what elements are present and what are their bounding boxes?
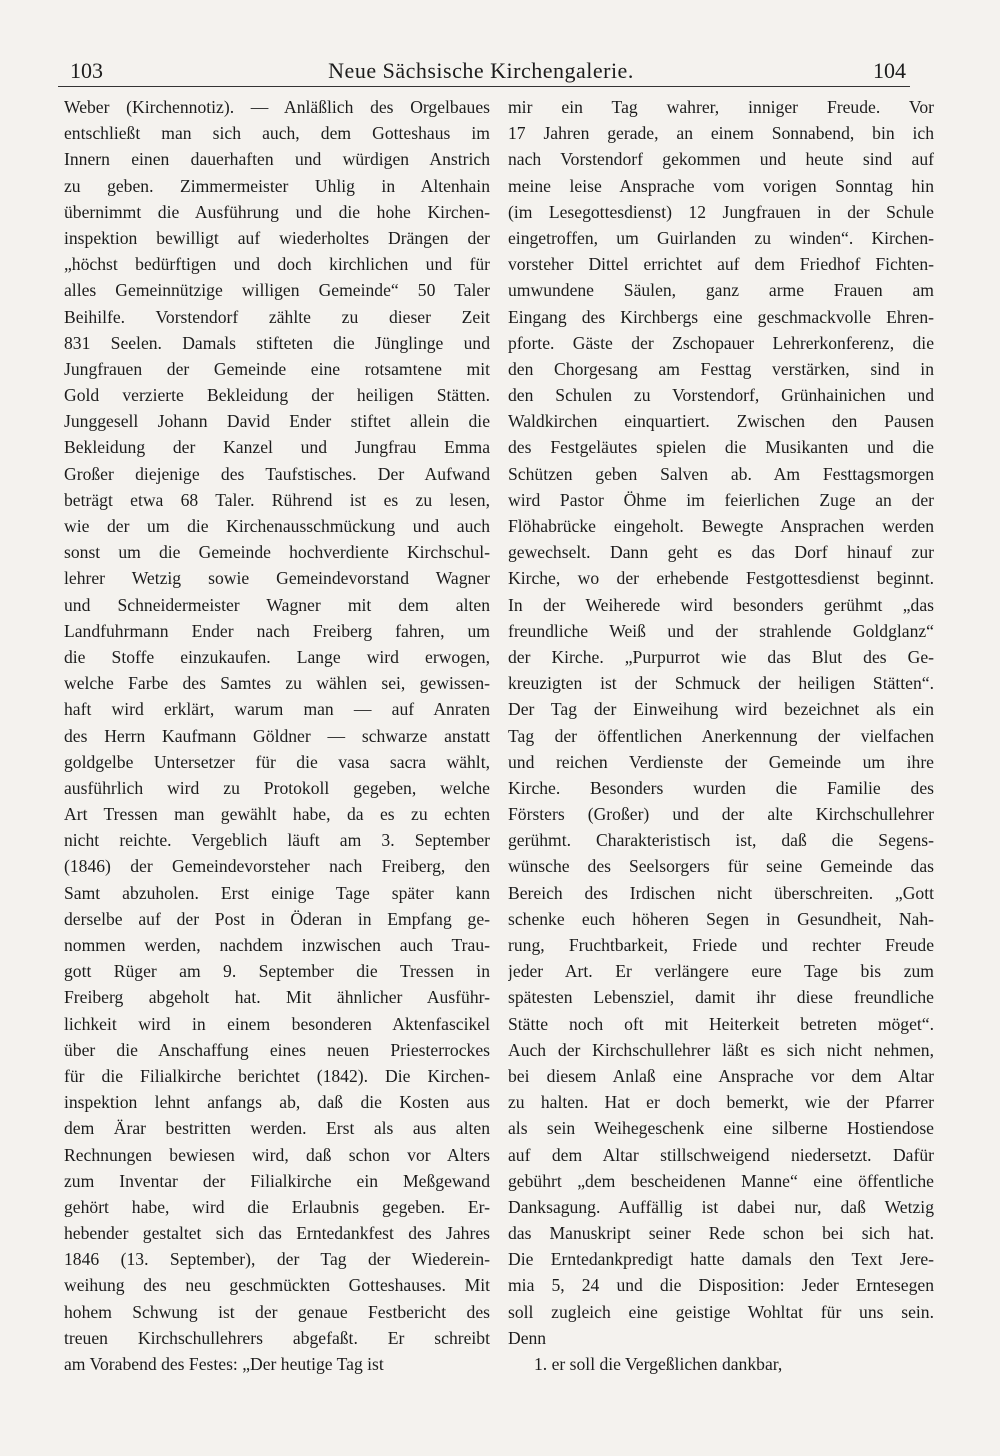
text-line: (im Lesegottesdienst) 12 Jungfrauen in der Schule (508, 201, 934, 222)
text-line: zu halten. Hat er doch bemerkt, wie der Pfarrer (508, 1092, 934, 1113)
text-line: derselbe auf der Post in Öderan in Empfang ge- (64, 908, 490, 929)
text-line: Eingang des Kirchbergs eine geschmackvolle Ehren- (508, 306, 934, 327)
text-line: Auch der Kirchschullehrer läßt es sich nicht nehmen, (508, 1039, 934, 1060)
text-line: des Festgeläutes spielen die Musikanten und die (508, 437, 934, 458)
text-line: gewechselt. Dann geht es das Dorf hinauf zur (508, 542, 934, 563)
left-column (64, 94, 490, 1377)
text-line: „höchst bedürftigen und doch kirchlichen und für (64, 254, 490, 275)
text-line: der Kirche. „Purpurrot wie das Blut des Ge- (508, 646, 934, 667)
text-line: treuen Kirchschullehrers abgefaßt. Er schreibt (64, 1327, 490, 1348)
text-line: nommen werden, nachdem inzwischen auch Trau- (64, 935, 490, 955)
text-line: zu geben. Zimmermeister Uhlig in Altenhain (64, 175, 490, 196)
text-line: 1. er soll die Vergeßlichen dankbar, (534, 1354, 783, 1374)
text-line: die Stoffe einzukaufen. Lange wird erwogen, (64, 646, 490, 667)
text-line: hebender gestaltet sich das Erntedankfest des Jahres (64, 1223, 490, 1244)
text-line: Der Tag der Einweihung wird bezeichnet als ein (508, 699, 934, 720)
running-header (56, 54, 906, 88)
text-line: ausführlich wird zu Protokoll gegeben, welche (64, 777, 490, 798)
text-line: über die Anschaffung eines neuen Priesterrockes (64, 1039, 490, 1060)
text-line: wünsche des Seelsorgers für seine Gemeinde das (508, 856, 934, 877)
right-column (508, 94, 934, 1377)
text-line: nicht reichte. Vergeblich läuft am 3. September (64, 830, 490, 851)
text-line: Kirche, wo der erhebende Festgottesdienst beginnt. (508, 568, 934, 589)
text-line: welche Farbe des Samtes zu wählen sei, gewissen- (64, 673, 490, 694)
text-line: für die Filialkirche berichtet (1842). Die Kirchen- (64, 1065, 490, 1086)
text-line: Weber (Kirchennotiz). — Anläßlich des Orgelbaues (64, 97, 490, 117)
text-line: pforte. Gäste der Zschopauer Lehrerkonferenz, die (508, 332, 934, 353)
text-line: 1846 (13. September), der Tag der Wiederein- (64, 1249, 490, 1270)
running-title: Neue Sächsische Kirchengalerie. (328, 58, 634, 83)
text-line: und Schneidermeister Wagner mit dem alten (64, 594, 490, 615)
text-line: Freiberg abgeholt hat. Mit ähnlicher Ausführ- (64, 987, 490, 1008)
text-line: Schützen geben Salven ab. Am Festtagsmorgen (508, 463, 934, 484)
text-line: jeder Art. Er verlängere eure Tage bis zum (508, 961, 934, 982)
text-line: dem Ärar bestritten werden. Erst als aus alten (64, 1118, 490, 1139)
text-line: weihung des neu geschmückten Gotteshauses. Mit (64, 1275, 490, 1296)
text-line: auf dem Altar stillschweigend niedersetzt. Dafür (508, 1144, 934, 1165)
column-gutter (498, 96, 499, 1356)
text-line: beträgt etwa 68 Taler. Rührend ist es zu lesen, (64, 489, 490, 510)
text-line: Kirche. Besonders wurden die Familie des (508, 777, 934, 798)
text-line: Danksagung. Auffällig ist dabei nur, daß Wetzig (508, 1196, 934, 1217)
text-line: freundliche Weiß und der strahlende Goldglanz“ (508, 620, 934, 641)
text-line: Tag der öffentlichen Anerkennung der vielfachen (508, 725, 934, 746)
text-line: Landfuhrmann Ender nach Freiberg fahren, um (64, 620, 490, 641)
text-line: meine leise Ansprache vom vorigen Sonntag hin (508, 175, 934, 196)
text-line: vorsteher Dittel errichtet auf dem Friedhof Fichten- (508, 254, 934, 275)
text-line: des Herrn Kaufmann Göldner — schwarze anstatt (64, 725, 490, 746)
text-line: Art Tressen man gewählt habe, da es zu echten (64, 804, 490, 825)
text-line: gott Rüger am 9. September die Tressen in (64, 961, 490, 982)
text-line: übernimmt die Ausführung und die hohe Kirchen- (64, 201, 490, 222)
text-line: Bereich des Irdischen nicht überschreiten. „Gott (508, 882, 934, 903)
text-line: wird Pastor Öhme im feierlichen Zuge an der (508, 489, 934, 510)
text-line: zum Inventar der Filialkirche ein Meßgewand (64, 1170, 490, 1191)
text-line: Stätte noch oft mit Heiterkeit betreten möget“. (508, 1013, 934, 1034)
text-line: nach Vorstendorf gekommen und heute sind auf (508, 149, 934, 170)
text-line: Bekleidung der Kanzel und Jungfrau Emma (64, 437, 490, 458)
text-line: Junggesell Johann David Ender stiftet allein die (64, 411, 490, 432)
text-line: sonst um die Gemeinde hochverdiente Kirchschul- (64, 542, 490, 563)
text-line: goldgelbe Untersetzer für die vasa sacra wählt, (64, 751, 490, 772)
text-line: gebührt „dem bescheidenen Manne“ eine öffentliche (508, 1170, 934, 1191)
text-line: lichkeit wird in einem besonderen Aktenfascikel (64, 1013, 490, 1034)
text-line: lehrer Wetzig sowie Gemeindevorstand Wagner (64, 568, 490, 589)
text-line: Flöhabrücke eingeholt. Bewegte Ansprachen werden (508, 516, 934, 536)
text-line: gerühmt. Charakteristisch ist, daß die Segens- (508, 830, 934, 851)
text-line: den Schulen zu Vorstendorf, Grünhainichen und (508, 385, 934, 406)
text-line: spätesten Lebensziel, damit ihr diese freundliche (508, 987, 934, 1008)
text-line: 831 Seelen. Damals stifteten die Jünglinge und (64, 332, 490, 353)
text-line: das Manuskript seiner Rede schon bei sich hat. (508, 1223, 934, 1244)
text-line: bei diesem Anlaß eine Ansprache vor dem Altar (508, 1065, 934, 1086)
text-line: kreuzigten ist der Schmuck der heiligen Stätten“. (508, 673, 934, 694)
text-line: Die Erntedankpredigt hatte damals den Text Jere- (508, 1249, 934, 1270)
text-line: Jungfrauen der Gemeinde eine rotsamtene mit (64, 358, 490, 379)
text-line: inspektion lehnt anfangs ab, daß die Kosten aus (64, 1092, 490, 1113)
text-line: mia 5, 24 und die Disposition: Jeder Erntesegen (508, 1275, 934, 1296)
text-line: am Vorabend des Festes: „Der heutige Tag ist (64, 1354, 384, 1374)
text-line: 17 Jahren gerade, an einem Sonnabend, bin ich (508, 123, 934, 144)
text-line: Rechnungen bewiesen wird, daß schon vor Alters (64, 1144, 490, 1165)
text-line: entschließt man sich auch, dem Gotteshaus im (64, 123, 490, 144)
text-line: In der Weiherede wird besonders gerühmt „das (508, 594, 934, 615)
text-line: alles Gemeinnützige willigen Gemeinde“ 50 Taler (64, 280, 490, 301)
text-line: Innern einen dauerhaften und würdigen Anstrich (64, 149, 490, 170)
text-line: haft wird erklärt, warum man — auf Anraten (64, 699, 490, 720)
header-rule (58, 86, 910, 87)
text-line: den Chorgesang am Festtag verstärken, sind in (508, 358, 934, 379)
text-line: umwundene Säulen, ganz arme Frauen am (508, 280, 934, 301)
text-line: Großer diejenige des Taufstisches. Der Aufwand (64, 463, 490, 484)
text-line: Denn (508, 1327, 547, 1348)
text-line: als sein Weihegeschenk eine silberne Hostiendose (508, 1118, 934, 1139)
page-number-right: 104 (873, 58, 906, 83)
text-line: Waldkirchen einquartiert. Zwischen den Pausen (508, 411, 934, 432)
text-line: Gold verzierte Bekleidung der heiligen Stätten. (64, 385, 490, 406)
text-line: Beihilfe. Vorstendorf zählte zu dieser Zeit (64, 306, 490, 327)
text-line: inspektion bewilligt auf wiederholtes Drängen der (64, 227, 490, 248)
text-line: rung, Fruchtbarkeit, Friede und rechter Freude (508, 935, 934, 955)
text-line: soll zugleich eine geistige Wohltat für uns sein. (508, 1301, 934, 1322)
text-line: Samt abzuholen. Erst einige Tage später kann (64, 882, 490, 903)
text-line: schenke euch höheren Segen in Gesundheit, Nah- (508, 908, 934, 929)
text-line: mir ein Tag wahrer, inniger Freude. Vor (508, 97, 934, 117)
page-number-left: 103 (70, 58, 103, 83)
text-line: (1846) der Gemeindevorsteher nach Freiberg, den (64, 856, 490, 877)
text-line: und reichen Verdienste der Gemeinde um ihre (508, 751, 934, 772)
text-line: Försters (Großer) und der alte Kirchschullehrer (508, 804, 934, 825)
text-line: eingetroffen, um Guirlanden zu winden“. Kirchen- (508, 227, 934, 248)
text-line: gehört habe, wird die Erlaubnis gegeben. Er- (64, 1196, 490, 1217)
text-line: wie der um die Kirchenausschmückung und auch (64, 516, 490, 536)
text-line: hohem Schwung ist der genaue Festbericht des (64, 1301, 490, 1322)
